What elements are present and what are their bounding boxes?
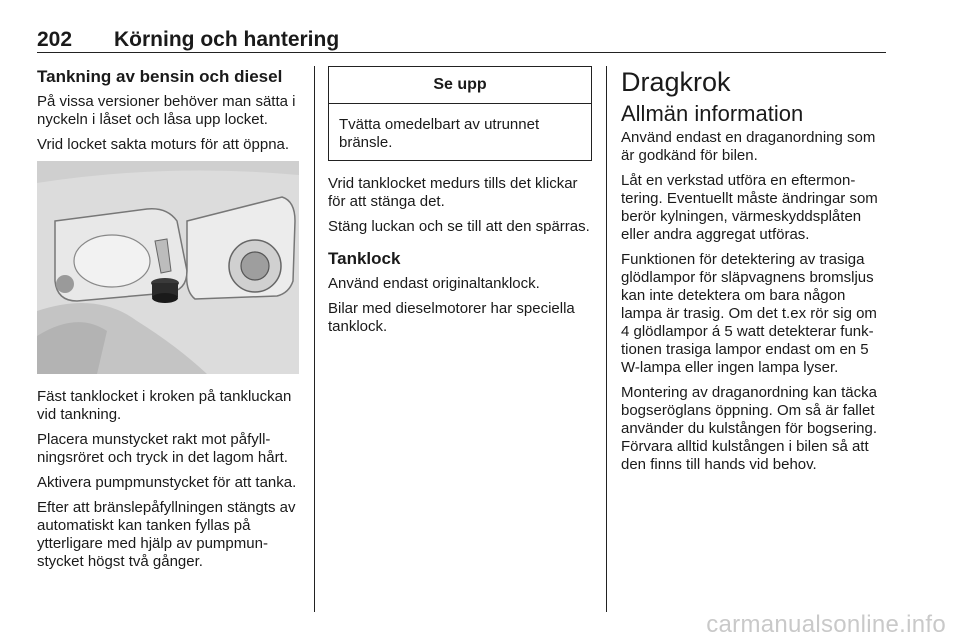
column-fuel-cap bbox=[328, 66, 590, 343]
paragraph-nozzle: Placera munstycket rakt mot påfyllningsröret och tryck in det lagom hårt. bbox=[37, 431, 288, 466]
page-number: 202 bbox=[37, 28, 73, 51]
paragraph-diesel-cap: Bilar med dieselmotorer har speciella tanklock. bbox=[328, 300, 575, 335]
paragraph-original-cap: Använd endast originaltanklock. bbox=[328, 275, 540, 292]
column-divider-right bbox=[606, 66, 607, 612]
paragraph-hook-cap: Fäst tanklocket i kroken på tankluckan vid tankning. bbox=[37, 388, 292, 423]
chapter-title: Körning och hantering bbox=[114, 28, 340, 51]
paragraph-approved-hitch: Använd endast en draganordning som är godkänd för bilen. bbox=[621, 129, 876, 164]
paragraph-close-flap: Stäng luckan och se till att den spärras. bbox=[328, 218, 590, 235]
paragraph-top-up: Efter att bränslepåfyllningen stängts av automatiskt kan tanken fyllas på ytterligare med hjälp av pumpmunstycket högst två gånger. bbox=[37, 499, 296, 570]
paragraph-close-cap: Vrid tanklocket medurs tills det klickar för att stänga det. bbox=[328, 175, 578, 210]
column-refueling bbox=[37, 66, 299, 578]
caution-title: Se upp bbox=[329, 67, 591, 104]
refueling-heading: Tankning av bensin och diesel bbox=[37, 67, 283, 86]
page-header bbox=[37, 28, 886, 53]
towing-title: Dragkrok bbox=[621, 67, 731, 97]
paragraph-tow-eye: Montering av draganordning kan täcka bogseröglans öppning. Om så är fallet använder du kulstången för bogsering. Förvara alltid kulstången i bilen så att den finns till hands vid behov. bbox=[621, 384, 878, 473]
fuel-filler-illustration bbox=[37, 161, 299, 374]
caution-box bbox=[328, 66, 592, 161]
watermark: carmanualsonline.info bbox=[706, 611, 946, 638]
paragraph-open-cap: Vrid locket sakta moturs för att öppna. bbox=[37, 136, 290, 153]
caution-text: Tvätta omedelbart av utrunnet bränsle. bbox=[339, 116, 540, 151]
paragraph-pump: Aktivera pumpmunstycket för att tanka. bbox=[37, 474, 297, 491]
column-towing bbox=[621, 66, 889, 481]
paragraph-key-unlock: På vissa versioner behöver man sätta i nyckeln i låset och låsa upp locket. bbox=[37, 93, 296, 128]
general-info-heading: Allmän information bbox=[621, 101, 804, 126]
paragraph-workshop: Låt en verkstad utföra en eftermontering. Eventuellt måste ändringar som berör kylningen, värmeskyddsplåten eller andra aggregat utföras. bbox=[621, 172, 878, 243]
column-divider-left bbox=[314, 66, 315, 612]
fuel-cap-heading: Tanklock bbox=[328, 249, 401, 268]
paragraph-bulb-detection: Funktionen för detektering av trasiga glödlampor för släpvagnens bromsljus kan inte detektera om bara någon lampa är trasig. Om det t.ex rör sig om 4 glödlampor á 5 watt detekterar funktionen trasiga lampor endast om en 5 W-lampa eller ingen lampa lyser. bbox=[621, 251, 877, 376]
